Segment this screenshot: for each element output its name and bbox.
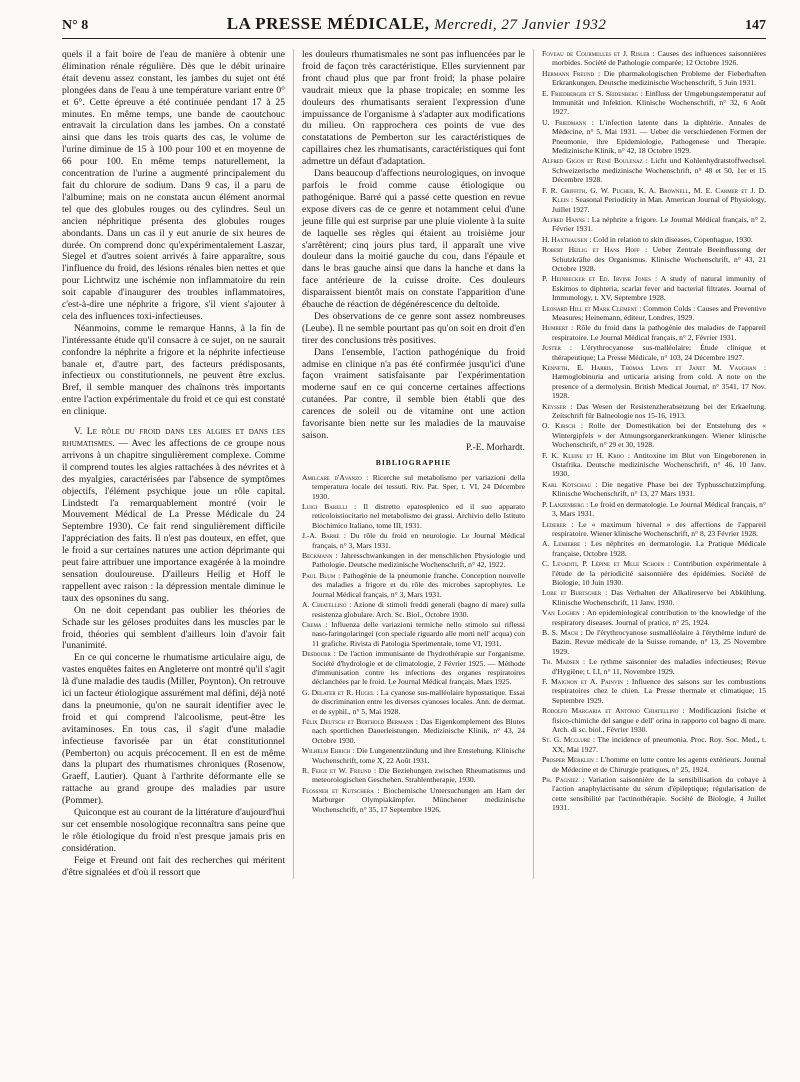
author-signature: P.-E. Morhardt.: [465, 441, 525, 453]
bibliography-entry: [542, 235, 766, 244]
bibliography-entry: [302, 786, 525, 814]
page-number: 147: [745, 18, 766, 33]
section-text: — Avec les affections de ce groupe nous arrivons à un chapitre singulièrement complexe. Comme il comprend toutes les algies rattachées à des névrites et à des myalgies, caractérisées par l'absence de symptômes objectifs, l'élément psychique joue un rôle capital. Lindstedt l'a remarquablement montré (voir le Mouvement Médical de La Presse Médicale du 24 Septembre 1930). Ce fait rend singulièrement difficile l'appréciation des faits. Il n'est pas douteux, en effet, que le froid a sur certaines natures une action déprimante qui peut faire attribuer une importance exagérée à la moindre sensation douloureuse. D'ailleurs Heilig et Hoff le rappellent avec raison : la dépression mentale diminue le taux des opsonines du sang.: [62, 438, 285, 604]
reference-author: Leonard Hill et Mark Clement: [542, 303, 638, 313]
reference-text: : Azione di stimoli freddi generali (bagno di mare) sulla resistenza globulare. Arch. Sc. Biol., Octobre 1930.: [312, 600, 525, 619]
bibliography-entry: [542, 402, 766, 421]
reference-text: : Le froid en dermatologie. Le Journal Médical français, n° 3, Mars 1931.: [552, 499, 766, 519]
reference-text: : Il distretto epatosplenico ed il suo apparato reticoloistiocitario nel metabolismo dei grassi. Archivio dello Istituto Biochimico Italiano, tome III, 1931.: [312, 502, 525, 530]
bibliography-entry: [542, 706, 766, 734]
reference-text: : Seasonal Periodicity in Man. American Journal of Physiology, Juillet 1927.: [552, 195, 766, 214]
bibliography-entry: [542, 559, 766, 587]
bibliography-entry: [302, 649, 525, 687]
journal-name: LA PRESSE MÉDICALE,: [226, 14, 430, 33]
bibliography-entry: [302, 746, 525, 765]
reference-text: : Die negative Phase bei der Typhusschutzimpfung. Klinische Wochenschrift, n° 13, 27 Mars 1931.: [552, 479, 766, 499]
reference-text: : Die Lungenentzündung und ihre Entstehung. Klinische Wochenschrift, tome X, 22 Août 1931.: [312, 746, 525, 765]
bibliography-list-continued: [542, 49, 766, 813]
reference-author: G. Delater et R. Hugel: [302, 687, 375, 697]
reference-text: : Das Wesen der Resistenzherabsetzung bei der Erkaeltung. Zeitschrift für Balneologie nos 15-16, 1913.: [552, 401, 766, 421]
reference-author: Juster: [542, 343, 561, 353]
reference-text: : Pathogénie de la pneumonie franche. Conception nouvelle des maladies a frigore et du rôle des microbes saprophytes. Le Journal Médical français, n° 3, Mars 1931.: [312, 570, 525, 599]
reference-text: : Antitoxine im Blut von Eingeborenen in Ostafrika. Deutsche medizinische Wochenschrift, n° 46, 10 Janv. 1930.: [552, 450, 766, 479]
bibliography-entry: [542, 343, 766, 362]
reference-author: F. Maignon et A. Painvin: [542, 677, 623, 686]
reference-author: R. Feige et W. Freund: [302, 766, 372, 775]
reference-author: H. Haxthausen: [542, 234, 588, 244]
article-text: [302, 49, 525, 454]
bibliography-entry: [302, 717, 525, 745]
reference-text: : Ricerche sul metabolismo per variazioni della temperatura locale dei tessuti. Riv. Pat. Sper, t. VI, 24 Décembre 1930.: [312, 472, 525, 501]
bibliography-entry: [542, 215, 766, 234]
reference-author: Crema: [302, 619, 322, 629]
bibliography-entry: [542, 775, 766, 813]
bibliography-entry: [542, 186, 766, 214]
bibliography-entry: [542, 69, 766, 88]
bibliography-entry: [542, 677, 766, 705]
bibliography-entry: [542, 539, 766, 558]
reference-text: : Rolle der Domestikation bei der Entstehung des « Wintergipfels » der Atmungsorganerkrankungen. Wiener klinische Wochenschrift, n° 29 et 30, 1928.: [552, 421, 766, 450]
column-2: [294, 49, 534, 879]
reference-text: : De l'action immunisante de l'hydrothérapie sur l'organisme. Société d'hydrologie et de climatologie, 2 Février 1925. — Méthode d'immunisation contre les infections des organes respiratoires déclanchées par le froid. Le Journal Médical français, Mars 1925.: [312, 649, 525, 687]
reference-author: Beckmann: [302, 551, 333, 561]
reference-author: Humbert: [542, 323, 569, 333]
reference-author: U. Friedmann: [542, 117, 587, 127]
issue-date: Mercredi, 27 Janvier 1932: [434, 17, 607, 33]
paragraph: Néanmoins, comme le remarque Hanns, à la fin de l'intéressante étude qu'il consacre à ce sujet, on ne saurait confondre la néphrite a frigore et la néphrite infectieuse banale et, d'autre part, des facteurs prédisposants, infectieux ou constitutionnels, ne peuvent être exclus. Bref, il semble manquer des chaînons très importants entre l'action expérimentale du froid et ce qui est constaté en clinique.: [62, 322, 285, 418]
reference-author: A. Chiatellino: [302, 600, 347, 610]
reference-text: : Contribution expérimentale à l'étude de la périodicité saisonnière des épidémies. Société de Biologie, 10 Juin 1930.: [552, 559, 766, 587]
reference-author: O. Kirsch: [542, 421, 576, 431]
bibliography-list: [302, 473, 525, 814]
bibliography-entry: [542, 520, 766, 539]
reference-text: : L'infection latente dans la diphtérie. Annales de Médecine, n° 5, Mai 1931. — Ueber die verschiedenen Formen der Pneumonie, ihre Epidemiologie, Pathogenese und Therapie. Medizinische Klinik, n° 42, 18 Octobre 1929.: [552, 117, 766, 156]
reference-text: : Biochemische Untersuchungen am Harn der Marburger Olympiakämpfer. Münchener medizinische Wochenschrift, n° 35, 17 Septembre 1926.: [312, 785, 525, 814]
reference-text: : Modificazioni fisiche et fisico-chimiche del sangue e dell' orina in rapporto col bagno di mare. Arch. di sc. biol., Février 1930.: [552, 706, 766, 735]
reference-text: : Jahresschwankungen in der menschlichen Physiologie und Pathologie. Deutsche medizinische Wochenschrift, n° 42, 1922.: [312, 551, 525, 570]
reference-text: : Le « maximum hivernal » des affections de l'appareil respiratoire. Wiener klinische Wochenschrift, n° 8, 23 Février 1928.: [552, 519, 766, 538]
paragraph: Dans beaucoup d'affections neurologiques, on invoque parfois le froid comme cause étiologique ou pathogénique. Barré qui a passé cette question en revue expose divers cas de ce genre et notamment celui d'une jeune fille qui est surprise par une pluie violente à la suite de laquelle ses règles qui étaient au troisième jour s'arrêtèrent; cinq jours plus tard, il apparaît une vive douleur dans la moitié gauche du cou, dans l'épaule et dans le bras gauche ainsi que dans la hanche et dans la face antérieure de la cuisse droite. Ces douleurs disparaissent bientôt mais on constate l'apparition d'une ébauche de réaction de dégénérescence du deltoïde.: [302, 168, 525, 311]
bibliography-entry: [302, 473, 525, 501]
reference-text: : A study of natural immunity of Eskimos to diphteria, scarlat fever and bacterial filtrates. Journal of Immunology, t. XV, Septembre 1928.: [552, 274, 766, 303]
reference-author: E. Friedberger et S. Seidenberg: [542, 88, 639, 98]
bibliography-entry: [542, 304, 766, 323]
reference-text: : The incidence of pneumonia. Proc. Roy. Soc. Med., t. XX, Mai 1927.: [552, 735, 766, 754]
reference-author: J.-A. Barré: [302, 531, 340, 541]
reference-text: : Hæmoglobinuria and urticaria arising from cold. A note on the presence of a dermolysin. British Medical Journal, n° 3541, 17 Nov. 1928.: [552, 363, 766, 401]
issue-number: N° 8: [62, 18, 89, 33]
reference-text: : Influence des saisons sur les combustions respiratoires chez le chien. La Presse thermale et climatique; 15 Septembre 1929.: [552, 677, 766, 705]
bibliography-entry: [542, 118, 766, 156]
reference-text: : An epidemiological contribution to the knowledge of the respiratory diseases. Journal of pratice, n° 25, 1924.: [552, 608, 766, 627]
bibliography-entry: [302, 502, 525, 530]
reference-text: : Variation saisonnière de la sensibilisation du cobaye à l'action anaphylactisante du sérum d'épileptique; régularisation de cette sensibilité par l'actinothérapie. Société de Biologie, 4 Juillet 1931.: [552, 775, 766, 813]
reference-author: Flossner et Kutschera: [302, 785, 374, 795]
paragraph: Feige et Freund ont fait des recherches qui méritent d'être signalées et d'où il ressort que: [62, 854, 285, 878]
reference-author: Paul Blum: [302, 570, 336, 580]
reference-author: Th. Madsen: [542, 657, 580, 667]
reference-author: Desdoubr: [302, 649, 331, 659]
paragraph: quels il a fait boire de l'eau de manière à obtenir une élimination rénale régulière. Dès que le débit urinaire était devenu assez constant, les jambes du sujet ont été plongées dans de l'eau à une température variant entre 0° et 6°. Cette épreuve a été continuée pendant 17 à 25 minutes. En même temps, une bande de caoutchouc entravait la circulation dans les jambes. On a constaté ainsi que dans les trois quarts des cas, le volume de l'urine diminue de 15 à 100 pour 100 et en moyenne de 66 pour 100. En même temps naturellement, la concentration de l'urine a augmenté principalement du fait du chlorure de sodium. Dans 9 cas, il a paru de l'albumine; mais on ne constata aucun élément anormal tel que des globules rouges ou des cylindres. Seul un ancien néphritique présenta des globules rouges abondants. Dans un cas il y eut anurie de six heures de durée. On comprend donc qu'expérimentalement Laszar, Siegel et d'autres soient arrivés à faire apparaître, sous l'influence du froid, des lésions rénales bien nettes et que pour Lichtwitz une ischémie non inflammatoire du rein soit capable d'inaugurer des troubles inflammatoires, c'est-à-dire une néphrite a frigore, s'il vient s'ajouter à cela des influences toxi-infectieuses.: [62, 49, 285, 322]
reference-text: : Die pharmakologischen Probleme der Fieberhaften Erkrankungen. Deutsche medizinische Wochenschrift, 5 Juin 1931.: [552, 68, 766, 88]
reference-author: Alfred Gigon et René Boulenaz: [542, 156, 643, 166]
reference-text: : Das Verhalten der Alkalireserve bei Abkühlung. Klinische Wochenschrift, 11 Janv. 1930.: [552, 588, 766, 607]
reference-text: : La cyanose sus-malléolaire hypostatique. Essai de discrimination entre les diverses cyanoses locales. Ann. de dermat. et de syphil., n° 5, Mai 1928.: [312, 687, 525, 716]
reference-text: : Common Colds : Causes and Preventive Measures; Heinemann, éditeur, Londres, 1929.: [552, 303, 766, 322]
reference-text: : De l'érythrocyanose susmalléolaire à l'érythème induré de Bazin. Revue médicale de la Suisse romande, n° 13, 25 Novembre 1929.: [552, 627, 766, 656]
bibliography-heading: BIBLIOGRAPHIE: [375, 457, 452, 467]
reference-author: P. Heinbecker et Ed. Irvine Jones: [542, 274, 651, 284]
reference-author: Kenneth, E. Harris, Thomas Lewis et Janet M. Vaughan: [542, 363, 757, 372]
section-paragraph: [62, 426, 285, 605]
page-header: [62, 14, 766, 39]
reference-text: : La néphrite a frigore. Le Journal Médical français, n° 2, Février 1931.: [552, 214, 766, 234]
reference-author: St. G. Mcclure: [542, 735, 591, 745]
reference-text: : Rôle du froid dans la pathogénie des maladies de l'appareil respiratoire. Le Journal Médical français, n° 2, Février 1931.: [552, 323, 766, 342]
reference-author: Foveau de Courmelles et J. Risler: [542, 49, 650, 58]
bibliography-entry: [542, 245, 766, 273]
bibliography-entry: [542, 323, 766, 342]
bibliography-entry: [542, 451, 766, 479]
bibliography-entry: [542, 421, 766, 449]
reference-author: Van Loghen: [542, 608, 580, 618]
reference-author: Luigi Barelli: [302, 502, 348, 512]
bibliography-entry: [302, 531, 525, 550]
bibliography-entry: [542, 588, 766, 607]
reference-author: Karl Kotschau: [542, 479, 591, 489]
reference-text: : Cold in relation to skin diseases, Copenhague, 1930.: [589, 234, 753, 244]
reference-author: Prosper Merklen: [542, 755, 594, 765]
bibliography-entry: [302, 620, 525, 648]
reference-text: : Causes des influences saisonnières morbides. Société de Pathologie comparée; 12 Octobre 1926.: [552, 49, 766, 68]
reference-text: : Die Beziehungen zwischen Rheumatismus und meteorologischen Geschehen. Strahlentherapie, 1930.: [312, 766, 525, 785]
reference-author: Lobe et Burtscher: [542, 588, 602, 598]
reference-text: : Influenza delle variazioni termiche nello stimolo sui riflessi naso-faringolaringei (con speciale riguardo alle morti nell' acqua) con 11 grafiche. Rivista di Patologia Sperimentale, tome VI, 1931.: [312, 619, 525, 648]
reference-text: : Einfluss der Umgebungstemperatur auf Immunität und Infektion. Klinische Wochenschrift, n° 32, 6 Août 1927.: [552, 88, 766, 117]
bibliography-entry: [542, 363, 766, 401]
bibliography-entry: [542, 735, 766, 754]
reference-author: Ph. Pagniez: [542, 775, 579, 785]
reference-text: : L'homme en lutte contre les agents extérieurs. Journal de Médecine et de Chirurgie pratiques, n° 25, 1924.: [552, 755, 766, 774]
reference-author: Amilcare d'Avanzo: [302, 472, 362, 482]
paragraph: En ce qui concerne le rhumatisme articulaire aigu, de vastes enquêtes faites en Angleterre ont montré qu'il s'agit là d'une maladie des taudis (Miller, Poynton). On retrouve ici un facteur étiologique assurément mal défini, déjà noté dans la pneumonie, qu'on ne saurait identifier avec le froid et qui comprend l'alcoolisme, peut-être les avitaminoses. En tous cas, il s'agit d'une maladie infectieuse favorisée par un état constitutionnel (Pemberton) ou acquis précocement. Il en est de même dans la plupart des rhumatismes chroniques (Rosenow, Graeff, Lautier). Quant à l'arthrite déformante elle se rattache au grand groupe des maladies par usure (Pommer).: [62, 652, 286, 807]
paragraph: On ne doit cependant pas oublier les théories de Schade sur les géloses produites dans les muscles par le froid, théories qui semblent d'ailleurs loin d'avoir fait l'unanimité.: [62, 604, 285, 652]
reference-author: Wilhelm Ehrich: [302, 746, 351, 756]
reference-author: Alfred Hanns: [542, 214, 585, 224]
reference-author: Hermann Freund: [542, 68, 595, 78]
bibliography-entry: [302, 571, 525, 599]
journal-title: [227, 14, 607, 34]
reference-text: : Le rythme saisonnier des maladies infectieuses; Revue d'Hygiène; t. LI, n° 11, Novembre 1929.: [552, 657, 766, 676]
reference-author: C. Levaditi, P. Lépine et Mlle Schoen: [542, 559, 665, 569]
columns: [62, 49, 766, 879]
reference-author: Félix Deutsch et Berthold Bermann: [302, 716, 414, 726]
section-heading: V. Le rôle du froid dans les algies et dans les rhumatismes.: [62, 426, 285, 449]
bibliography-entry: [542, 628, 766, 656]
bibliography-entry: [302, 600, 525, 619]
reference-author: B. S. Mach: [542, 627, 578, 637]
reference-author: F. K. Kleine et H. Kroo: [542, 450, 624, 460]
paragraph: Des observations de ce genre sont assez nombreuses (Leube). Il ne semble pourtant pas qu'on soit en droit d'en tirer des conclusions très positives.: [302, 310, 525, 346]
bibliography-entry: [542, 156, 766, 184]
bibliography-entry: [542, 480, 766, 499]
bibliography-entry: [302, 766, 525, 785]
paragraph: les douleurs rhumatismales ne sont pas influencées par le froid de façon très caractéristique. Elles surviennent par front chaud plus que par front froid; la phase polaire vaudrait mieux que la phase tropicale; en somme les douleurs des rhumatisants seraient l'expression d'une impuissance de l'organisme à s'adapter aux modifications du milieu. On rapprochera ces points de vue des constatations de Pemberton sur les caractéristiques de capillaires chez les rhumatisants, caractéristiques qui font admettre un défaut d'adaptation.: [302, 49, 525, 168]
reference-author: A. Lemierre: [542, 539, 581, 549]
reference-text: : Les néphrites en dermatologie. La Pratique Médicale française, Octobre 1928.: [552, 539, 766, 558]
bibliography-entry: [542, 500, 766, 519]
bibliography-entry: [542, 89, 766, 117]
reference-text: : Licht und Kohlenhydratstoffwechsel. Schweizerische medizinische Wochenschrift, n° 48 et 50, 1er et 15 Décembre 1928.: [552, 156, 766, 185]
reference-text: : Das Eigenkomplement des Blutes nach sportlichen Dauerleistungen. Medizinische Klinik, n° 43, 24 Octobre 1930.: [312, 716, 525, 745]
reference-author: Lederer: [542, 519, 567, 529]
reference-author: F. R. Griffith, G. W. Pucher, K. A. Brownell, M. E. Carmer et J. D. Klein: [542, 185, 766, 205]
reference-text: : Ueber Zentrale Beeinflussung der Schutzkräfte des Organismus. Klinische Wochenschrift, n° 43, 21 Octobre 1928.: [552, 245, 766, 273]
column-3: [534, 49, 766, 879]
reference-text: : Du rôle du froid en neurologie. Le Journal Médical français, n° 3, Mars 1931.: [312, 531, 525, 550]
reference-author: P. Lanzenberg: [542, 499, 585, 509]
bibliography-entry: [542, 608, 766, 627]
paragraph: Dans l'ensemble, l'action pathogénique du froid admise en clinique n'a pas été confirmée jusqu'ici d'une façon vraiment satisfaisante par l'expérimentation moderne sauf en ce qui concerne certaines affections cutanées. Par contre, il semble bien établi que des carences de soleil ou de vitamine ont une action favorisante bien nette sur les maladies de la mauvaise saison.: [302, 346, 525, 441]
paragraph: Quiconque est au courant de la littérature d'aujourd'hui sur cet ensemble nosologique reconnaîtra sans peine que le rôle étiologique du froid n'est presque jamais pris en considération.: [62, 807, 285, 854]
bibliography-entry: [542, 274, 766, 302]
reference-author: Keysser: [542, 401, 567, 411]
bibliography-entry: [302, 551, 525, 570]
bibliography-entry: [542, 755, 766, 774]
bibliography-entry: [302, 688, 525, 716]
reference-text: : L'érythrocyanose sus-malléolaire; Étude clinique et thérapeutique; La Presse Médicale, n° 103, 24 Décembre 1927.: [552, 343, 766, 362]
bibliography-entry: [542, 657, 766, 676]
bibliography-entry: [542, 49, 766, 68]
reference-author: Rodolfo Margaria et Antonio Chiatellino: [542, 706, 679, 716]
column-1: [62, 49, 294, 879]
reference-author: Robert Heilig et Hans Hoff: [542, 245, 640, 255]
